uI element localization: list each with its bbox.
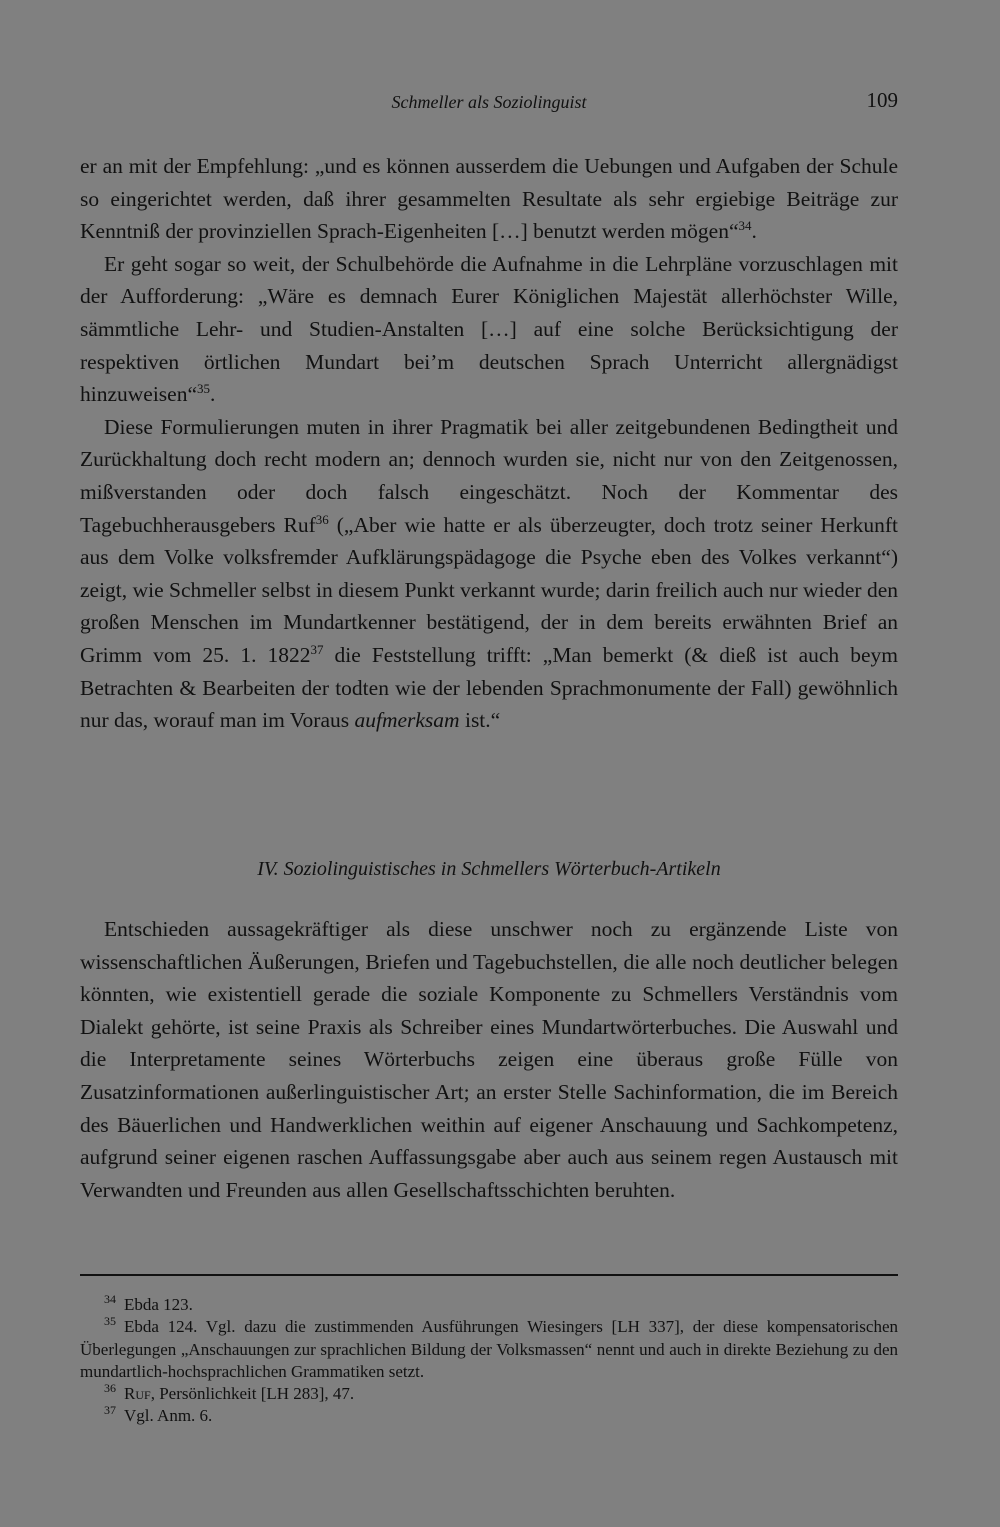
text-run: ist.“ [459, 708, 501, 733]
text-run: Ebda 123. [124, 1295, 193, 1314]
paragraph [80, 411, 898, 737]
text-run: , Persönlichkeit [LH 283], 47. [150, 1384, 355, 1404]
text-run: er an mit der Empfehlung: „und es können ausserdem die Uebungen und Aufgaben der Schule so eingerichtet werden, daß ihrer gesammelten Resultate als sehr ergiebige Beiträge zur Kenntniß der provinziellen Sprach-Eigenheiten […] benutzt werden mögen“ [80, 154, 898, 244]
footnote-reference: 36 [315, 511, 329, 527]
text-run: . [751, 219, 757, 244]
author-name: Ruf [124, 1384, 151, 1404]
footnote-reference: 37 [310, 641, 324, 657]
paragraph [80, 913, 898, 1206]
emphasized-text: aufmerksam [354, 708, 460, 733]
footnote [80, 1294, 898, 1316]
text-run: . [210, 382, 216, 407]
body-text-section-3 [80, 150, 898, 737]
footnote-number: 36 [104, 1381, 116, 1396]
paragraph [80, 150, 898, 248]
footnote-reference: 34 [738, 218, 752, 234]
text-run: Entschieden aussagekräftiger als diese unschwer noch zu ergänzende Liste von wissenschaftlichen Äußerungen, Briefen und Tagebuchstellen, die alle noch deutlicher belegen könnten, wie existentiell gerade die soziale Komponente zu Schmellers Verständnis vom Dialekt gehörte, ist seine Praxis als Schreiber eines Mundartwörterbuches. Die Auswahl und die Interpretamente seines Wörterbuchs zeigen eine überaus große Fülle von Zusatzinformationen außerlinguistischer Art; an erster Stelle Sachinformation, die im Bereich des Bäuerlichen und Handwerklichen weithin auf eigener Anschauung und Sachkompetenz, aufgrund seiner eigenen raschen Auffassungsgabe aber auch aus seinem regen Austausch mit Verwandten und Freunden aus allen Gesellschaftsschichten beruhten. [80, 917, 898, 1202]
section-heading: IV. Soziolinguistisches in Schmellers Wörterbuch-Artikeln [257, 858, 721, 880]
text-run: Ebda 124. Vgl. dazu die zustimmenden Ausführungen Wiesingers [LH 337], der diese kompensatorischen Überlegungen „Anschauungen zur sprachlichen Bildung der Volksmassen“ nennt und auch in direkte Beziehung zu den mundartlich-hochsprachlichen Grammatiken setzt. [80, 1317, 898, 1381]
text-run: („Aber wie hatte er als überzeugter, doch trotz seiner Herkunft aus dem Volke volksfremder Aufklärungspädagoge die Psyche eben des Volkes verkannt“) zeigt, wie Schmeller selbst in diesem Punkt verkannt wurde; darin freilich auch nur wieder den großen Menschen im Mundartkenner bestätigend, der in dem bereits erwähnten Brief an Grimm vom 25. 1. 1822 [80, 512, 899, 667]
text-run: Er geht sogar so weit, der Schulbehörde die Aufnahme in die Lehrpläne vorzuschlagen mit der Aufforderung: „Wäre es demnach Eurer Königlichen Majestät allerhöchster Wille, sämmtliche Lehr- und Studien-Anstalten […] auf eine solche Berücksichtigung der respektiven örtlichen Mundart bei’m deutschen Sprach Unterricht allergnädigst hinzuweisen“ [80, 251, 898, 407]
footnote [80, 1383, 898, 1405]
running-head [80, 88, 898, 118]
footnotes [80, 1294, 898, 1428]
footnote-number: 34 [104, 1292, 116, 1306]
footnote-reference: 35 [197, 381, 211, 397]
book-page [80, 0, 898, 1527]
footnote-number: 35 [104, 1314, 116, 1329]
footnote [80, 1405, 898, 1427]
footnote-number: 37 [104, 1403, 116, 1418]
footnote [80, 1316, 898, 1383]
paragraph [80, 248, 898, 411]
page-number: 109 [866, 88, 898, 112]
footnote-divider [80, 1274, 898, 1276]
text-run: Vgl. Anm. 6. [124, 1406, 213, 1426]
running-title: Schmeller als Soziolinguist [391, 92, 587, 112]
text-run: die Feststellung trifft: „Man bemerkt (& dieß ist auch beym Betrachten & Bearbeiten der todten wie der lebenden Sprachmonumente der Fall) gewöhnlich nur das, worauf man im Voraus [80, 642, 898, 733]
body-text-section-4 [80, 913, 898, 1206]
text-run: Diese Formulierungen muten in ihrer Pragmatik bei aller zeitgebundenen Bedingtheit und Zurückhaltung doch recht modern an; dennoch wurden sie, nicht nur von den Zeitgenossen, mißverstanden oder doch falsch eingeschätzt. Noch der Kommentar des Tagebuchherausgebers Ruf [80, 414, 898, 537]
